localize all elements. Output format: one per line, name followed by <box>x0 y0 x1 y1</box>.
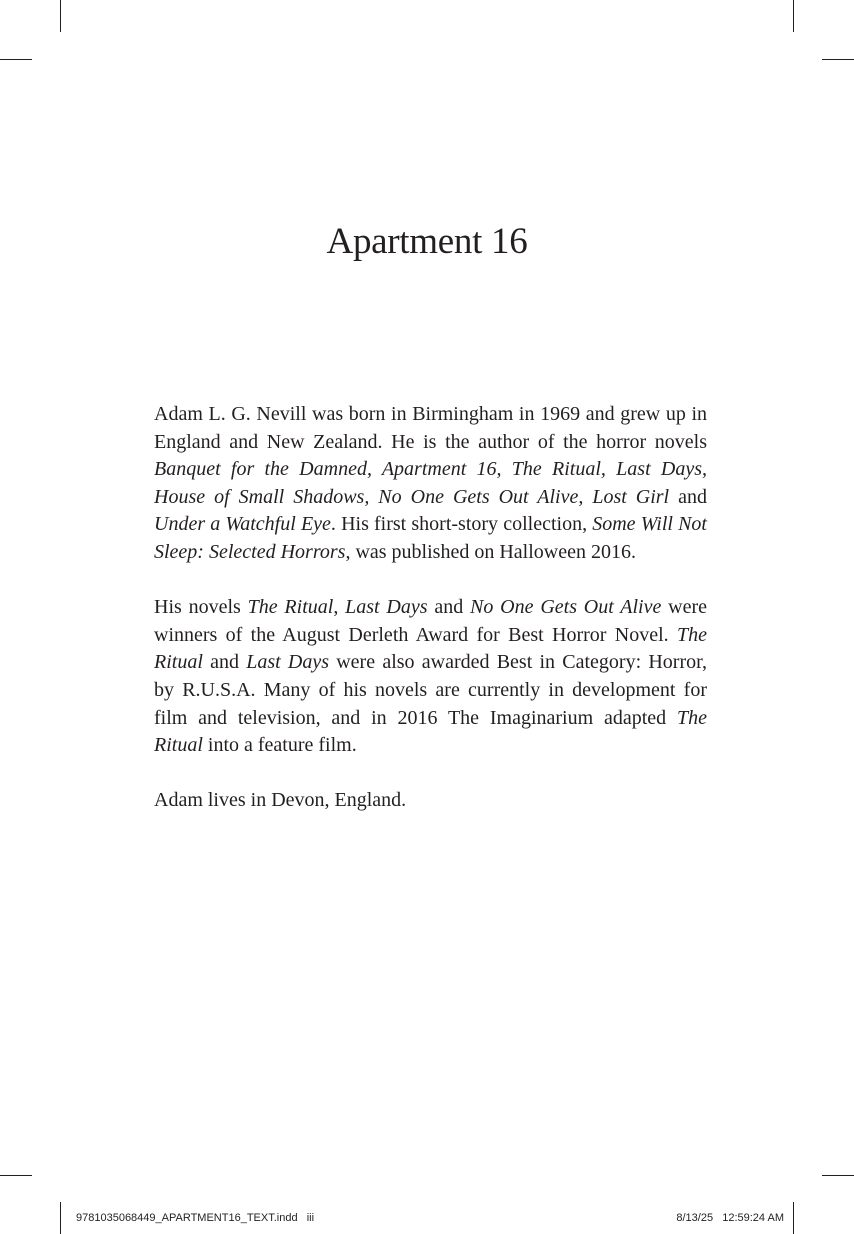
italic-title: The Ritual <box>154 706 707 757</box>
crop-mark-bottom-right-horizontal <box>822 1175 854 1176</box>
bio-paragraph-1: Adam L. G. Nevill was born in Birmingham in 1969 and grew up in England and New Zealand. He is the author of the horror novels Banquet for the Damned, Apartment 16, The Ritual, Last Days, House of Small Shadows, No One Gets Out Alive, Lost Girl and Under a Watchful Eye. His first short-story collection, Some Will Not Sleep: Selected Horrors, was published on Halloween 2016. <box>154 403 707 563</box>
italic-title: The Ritual <box>154 623 707 674</box>
crop-mark-bottom-left-horizontal <box>0 1175 32 1176</box>
bio-paragraph-3: Adam lives in Devon, England. <box>154 789 407 812</box>
crop-mark-bottom-right <box>793 1202 794 1234</box>
italic-title: No One Gets Out Alive <box>470 596 662 619</box>
italic-title: Last Days <box>345 596 428 619</box>
italic-title: Last Days <box>246 651 330 674</box>
slug-timestamp: 8/13/25 12:59:24 AM <box>676 1212 784 1224</box>
author-bio <box>154 401 707 843</box>
crop-mark-bottom-left <box>60 1202 61 1234</box>
bio-paragraph-2: His novels The Ritual, Last Days and No One Gets Out Alive were winners of the August Derleth Award for Best Horror Novel. The Ritual and Last Days were also awarded Best in Category: Horror, by R.U.S.A. Many of his novels are currently in development for film and television, and in 2016 The Imaginarium adapted The Ritual into a feature film. <box>154 596 707 757</box>
italic-title: The Ritual <box>247 596 334 619</box>
crop-mark-top-left <box>60 0 61 32</box>
crop-mark-top-right-horizontal <box>822 59 854 60</box>
italic-title: Banquet for the Damned, Apartment 16, The Ritual, Last Days, House of Small Shadows, No One Gets Out Alive, Lost Girl <box>154 458 707 508</box>
page-title: Apartment 16 <box>326 221 528 262</box>
italic-title: Under a Watchful Eye <box>154 513 331 536</box>
crop-mark-top-left-horizontal <box>0 59 32 60</box>
slug-file-info: 9781035068449_APARTMENT16_TEXT.indd iii <box>76 1212 315 1224</box>
italic-title: Some Will Not Sleep: Selected Horrors <box>154 513 707 563</box>
crop-mark-top-right <box>793 0 794 32</box>
